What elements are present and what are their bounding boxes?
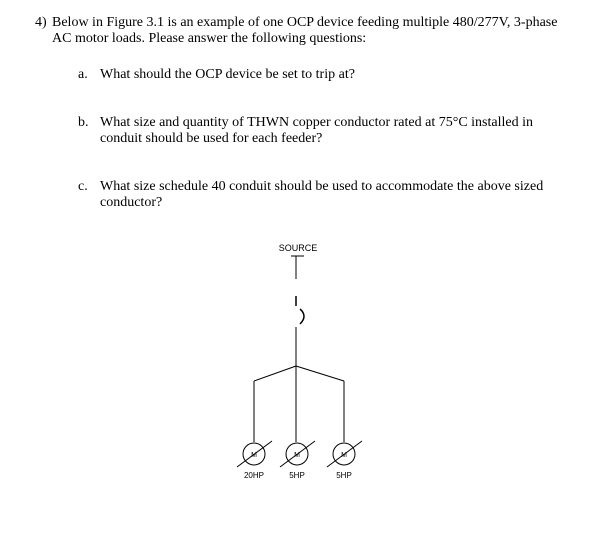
source-symbol <box>291 256 304 262</box>
motor-3-symbol: M <box>341 452 347 459</box>
source-label: SOURCE <box>278 243 318 253</box>
motor-2-symbol: M <box>294 452 300 459</box>
motor-2-rating: 5HP <box>289 471 305 480</box>
sub-question-text: What size schedule 40 conduit should be used to accommodate the above sized conductor? <box>100 179 544 210</box>
sub-question-letter: b. <box>78 115 89 130</box>
sub-question-letter: c. <box>78 179 88 194</box>
branch-feeders <box>254 366 344 442</box>
motor-1 <box>237 441 272 480</box>
motor-1-rating: 20HP <box>243 471 265 480</box>
motor-1-symbol: M <box>251 452 257 459</box>
ocp-breaker-symbol <box>300 309 304 324</box>
sub-question-letter: a. <box>78 67 88 82</box>
question-text: Below in Figure 3.1 is an example of one OCP device feeding multiple 480/277V, 3-phase AC motor loads. Please answer the following questions: <box>52 15 558 46</box>
motor-3-rating: 5HP <box>336 471 352 480</box>
sub-question-text: What should the OCP device be set to trip at? <box>100 67 355 82</box>
question-number: 4) <box>35 15 47 30</box>
sub-question-text: What size and quantity of THWN copper conductor rated at 75°C installed in conduit should be used for each feeder? <box>100 115 533 146</box>
motor-2 <box>280 441 315 480</box>
motor-3 <box>327 441 362 480</box>
